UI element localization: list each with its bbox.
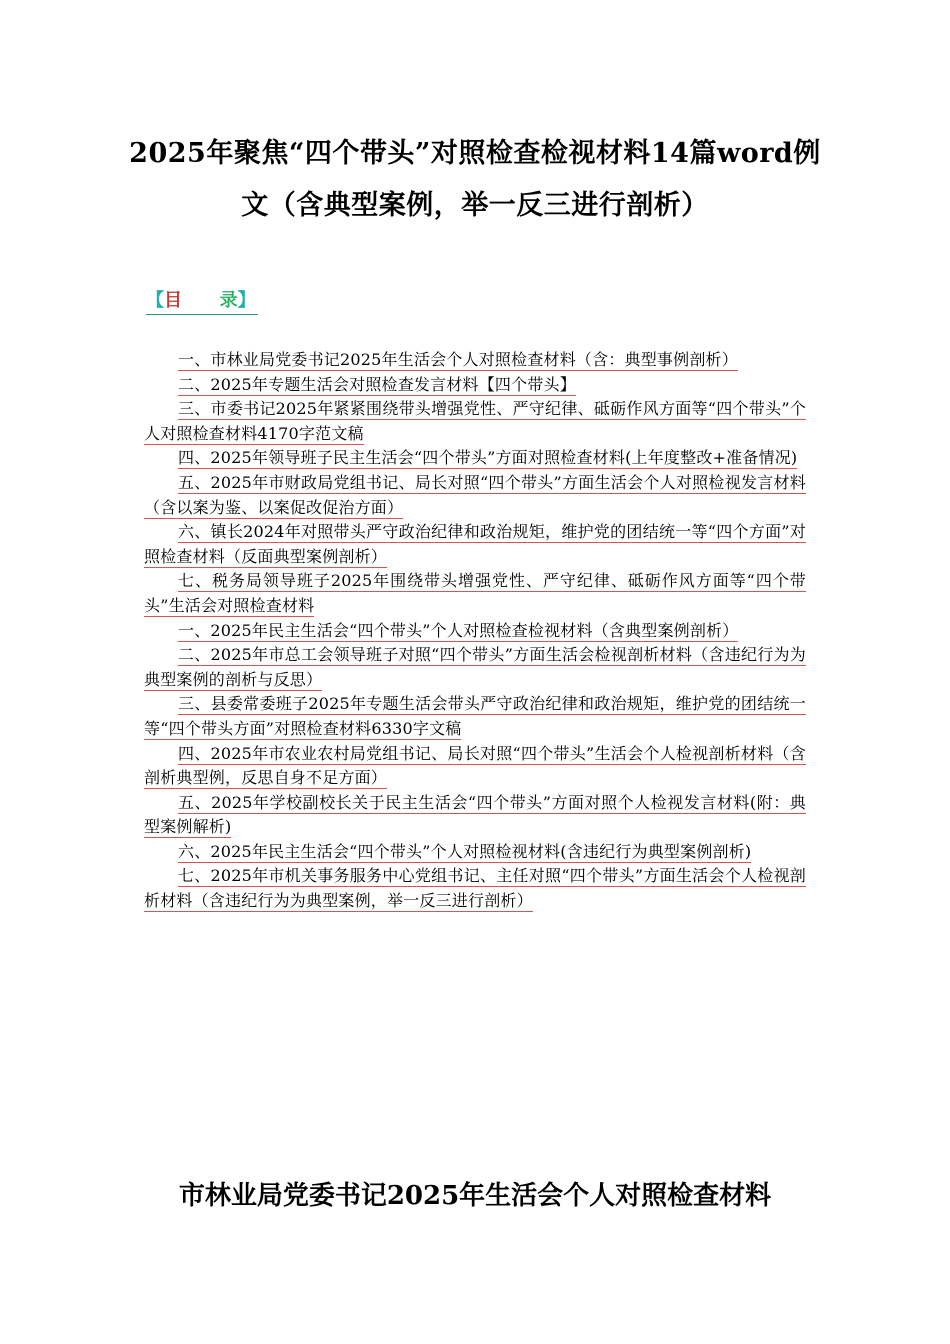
toc-link[interactable]: 一、市林业局党委书记2025年生活会个人对照检查材料（含：典型事例剖析） (178, 350, 738, 369)
toc-item-3[interactable] (144, 397, 806, 446)
toc-item-13[interactable] (144, 840, 806, 865)
toc-item-6[interactable] (144, 520, 806, 569)
toc-item-12[interactable] (144, 791, 806, 840)
toc-link[interactable]: 三、市委书记2025年紧紧围绕带头增强党性、严守纪律、砥砺作风方面等“四个带头”个人对照检查材料4170字范文稿 (144, 399, 806, 443)
toc-link[interactable]: 一、2025年民主生活会“四个带头”个人对照检查检视材料（含典型案例剖析） (178, 620, 739, 640)
table-of-contents (144, 348, 806, 914)
toc-link[interactable]: 七、税务局领导班子2025年围绕带头增强党性、严守纪律、砥砺作风方面等“四个带头”生活会对照检查材料 (144, 571, 806, 615)
toc-item-11[interactable] (144, 742, 806, 791)
toc-item-4[interactable] (144, 446, 806, 471)
toc-item-2[interactable] (144, 373, 806, 398)
toc-heading-bracket-right: 】 (237, 290, 256, 311)
toc-link[interactable]: 六、镇长2024年对照带头严守政治纪律和政治规矩，维护党的团结统一等“四个方面”对照检查材料（反面典型案例剖析） (144, 522, 806, 566)
toc-item-1[interactable] (144, 348, 806, 373)
toc-heading-bracket-left: 【 (146, 290, 164, 311)
toc-link[interactable]: 六、2025年民主生活会“四个带头”个人对照检视材料(含违纪行为典型案例剖析) (178, 841, 752, 861)
toc-item-14[interactable] (144, 864, 806, 913)
toc-item-9[interactable] (144, 643, 806, 692)
toc-link[interactable]: 五、2025年市财政局党组书记、局长对照“四个带头”方面生活会个人对照检视发言材料（含以案为鉴、以案促改促治方面） (144, 472, 806, 517)
toc-heading-char-1: 目 (164, 290, 182, 311)
toc-link[interactable]: 七、2025年市机关事务服务中心党组书记、主任对照“四个带头”方面生活会个人检视剖析材料（含违纪行为为典型案例，举一反三进行剖析） (144, 866, 806, 911)
toc-heading-char-2: 录 (219, 290, 238, 311)
toc-link[interactable]: 二、2025年市总工会领导班子对照“四个带头”方面生活会检视剖析材料（含违纪行为为典型案例的剖析与反思） (144, 645, 806, 689)
toc-item-7[interactable] (144, 569, 806, 618)
document-title: 2025年聚焦“四个带头”对照检查检视材料14篇word例文（含典型案例，举一反三进行剖析） (129, 138, 821, 221)
toc-link[interactable]: 四、2025年领导班子民主生活会“四个带头”方面对照检查材料(上年度整改+准备情况) (178, 448, 798, 468)
toc-item-10[interactable] (144, 692, 806, 741)
toc-link[interactable]: 四、2025年市农业农村局党组书记、局长对照“四个带头”生活会个人检视剖析材料（含剖析典型例，反思自身不足方面） (144, 743, 806, 788)
toc-link[interactable]: 五、2025年学校副校长关于民主生活会“四个带头”方面对照个人检视发言材料(附：典型案例解析) (144, 792, 806, 837)
toc-link[interactable]: 三、县委常委班子2025年专题生活会带头严守政治纪律和政治规矩，维护党的团结统一等“四个带头方面”对照检查材料6330字文稿 (144, 694, 806, 738)
section-title: 市林业局党委书记2025年生活会个人对照检查材料 (178, 1181, 772, 1211)
toc-item-5[interactable] (144, 471, 806, 520)
toc-link[interactable]: 二、2025年专题生活会对照检查发言材料【四个带头】 (178, 374, 576, 394)
toc-heading (146, 288, 258, 315)
toc-item-8[interactable] (144, 619, 806, 644)
